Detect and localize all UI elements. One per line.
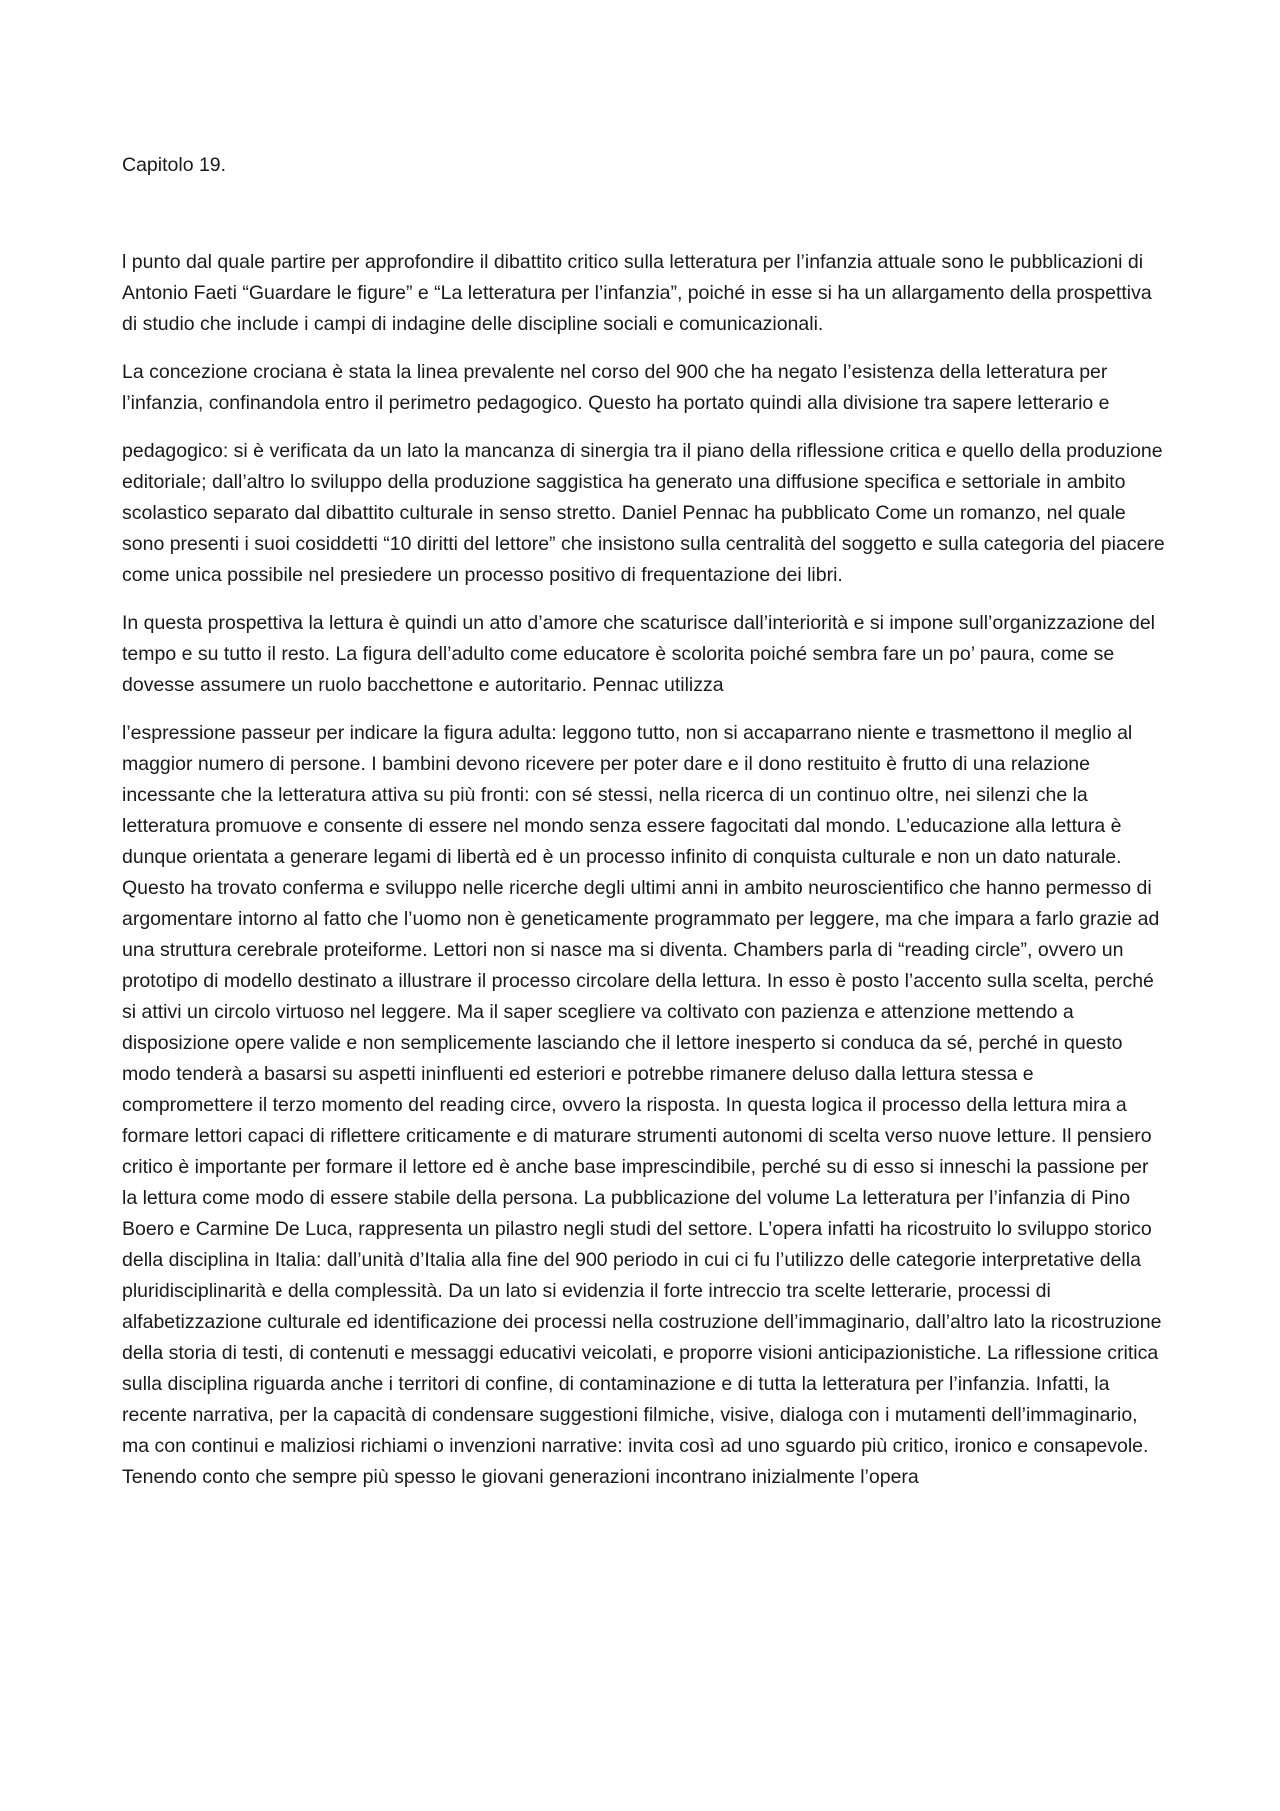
paragraph-3: pedagogico: si è verificata da un lato la mancanza di sinergia tra il piano della riflessione critica e quello della produzione editoriale; dall’altro lo sviluppo della produzione saggistica ha generato una diffusione specifica e settoriale in ambito scolastico separato dal dibattito culturale in senso stretto. Daniel Pennac ha pubblicato Come un romanzo, nel quale sono presenti i suoi cosiddetti “10 diritti del lettore” che insistono sulla centralità del soggetto e sulla categoria del piacere come unica possibile nel presiedere un processo positivo di frequentazione dei libri. (122, 440, 1165, 586)
paragraph-1: l punto dal quale partire per approfondire il dibattito critico sulla letteratura per l’infanzia attuale sono le pubblicazioni di Antonio Faeti “Guardare le figure” e “La letteratura per l’infanzia”, poiché in esse si ha un allargamento della prospettiva di studio che include i campi di indagine delle discipline sociali e comunicazionali. (122, 251, 1152, 335)
paragraph-4: In questa prospettiva la lettura è quindi un atto d’amore che scaturisce dall’interiorità e si impone sull’organizzazione del tempo e su tutto il resto. La figura dell’adulto come educatore è scolorita poiché sembra fare un po’ paura, come se dovesse assumere un ruolo bacchettone e autoritario. Pennac utilizza (122, 612, 1155, 696)
paragraph-2: La concezione crociana è stata la linea prevalente nel corso del 900 che ha negato l’esistenza della letteratura per l’infanzia, confinandola entro il perimetro pedagogico. Questo ha portato quindi alla divisione tra sapere letterario e (122, 361, 1110, 414)
document-page (122, 150, 1168, 1510)
chapter-heading: Capitolo 19. (122, 154, 227, 176)
paragraph-5: l’espressione passeur per indicare la figura adulta: leggono tutto, non si accaparrano niente e trasmettono il meglio al maggior numero di persone. I bambini devono ricevere per poter dare e il dono restituito è frutto di una relazione incessante che la letteratura attiva su più fronti: con sé stessi, nella ricerca di un continuo oltre, nei silenzi che la letteratura promuove e consente di essere nel mondo senza essere fagocitati dal mondo. L’educazione alla lettura è dunque orientata a generare legami di libertà ed è un processo infinito di conquista culturale e non un dato naturale. Questo ha trovato conferma e sviluppo nelle ricerche degli ultimi anni in ambito neuroscientifico che hanno permesso di argomentare intorno al fatto che l’uomo non è geneticamente programmato per leggere, ma che impara a farlo grazie ad una struttura cerebrale proteiforme. Lettori non si nasce ma si diventa. Chambers parla di “reading circle”, ovvero un prototipo di modello destinato a illustrare il processo circolare della lettura. In esso è posto l’accento sulla scelta, perché si attivi un circolo virtuoso nel leggere. Ma il saper scegliere va coltivato con pazienza e attenzione mettendo a disposizione opere valide e non semplicemente lasciando che il lettore inesperto si conduca da sé, perché in questo modo tenderà a basarsi su aspetti ininfluenti ed esteriori e potrebbe rimanere deluso dalla lettura stessa e compromettere il terzo momento del reading circe, ovvero la risposta. In questa logica il processo della lettura mira a formare lettori capaci di riflettere criticamente e di maturare strumenti autonomi di scelta verso nuove letture. Il pensiero critico è importante per formare il lettore ed è anche base imprescindibile, perché su di esso si inneschi la passione per la lettura come modo di essere stabile della persona. La pubblicazione del volume La letteratura per l’infanzia di Pino Boero e Carmine De Luca, rappresenta un pilastro negli studi del settore. L’opera infatti ha ricostruito lo sviluppo storico della disciplina in Italia: dall’unità d’Italia alla fine del 900 periodo in cui ci fu l’utilizzo delle categorie interpretative della pluridisciplinarità e della complessità. Da un lato si evidenzia il forte intreccio tra scelte letterarie, processi di alfabetizzazione culturale ed identificazione dei processi nella costruzione dell’immaginario, dall’altro lato la ricostruzione della storia di testi, di contenuti e messaggi educativi veicolati, e proporre visioni anticipazionistiche. La riflessione critica sulla disciplina riguarda anche i territori di confine, di contaminazione e di tutta la letteratura per l’infanzia. Infatti, la recente narrativa, per la capacità di condensare suggestioni filmiche, visive, dialoga con i mutamenti dell’immaginario, ma con continui e maliziosi richiami o invenzioni narrative: invita così ad uno sguardo più critico, ironico e consapevole. Tenendo conto che sempre più spesso le giovani generazioni incontrano inizialmente l’opera (122, 722, 1162, 1488)
